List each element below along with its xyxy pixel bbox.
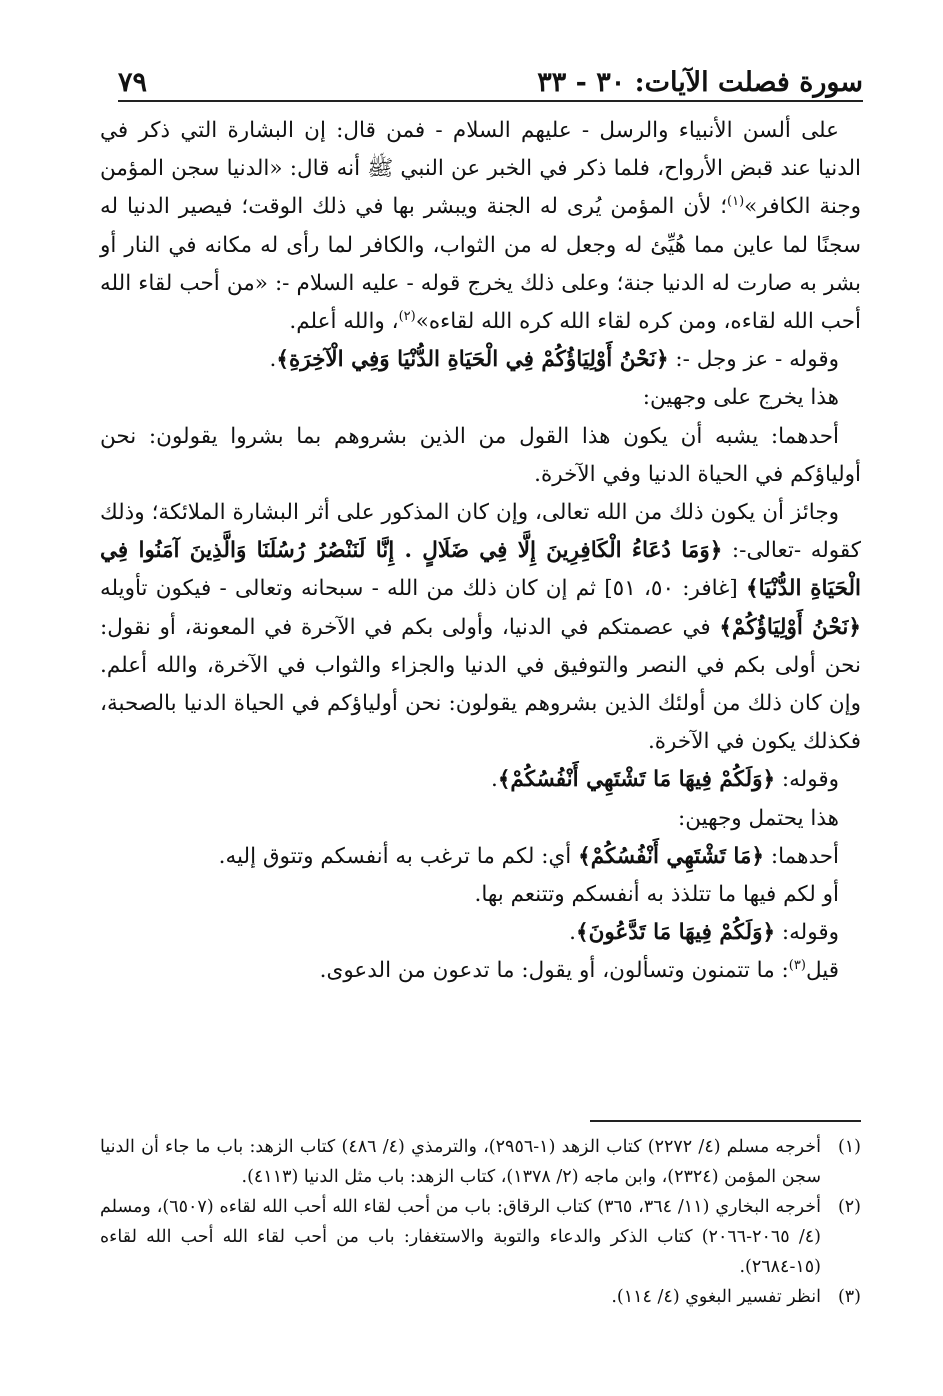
footnote-item <box>100 1282 861 1312</box>
paragraph-1: على ألسن الأنبياء والرسل - عليهم السلام - فمن قال: إن البشارة التي ذكر في الدنيا عند قبض الأرواح، فلما ذكر في الخبر عن النبي ﷺ أنه قال: «الدنيا سجن المؤمن وجنة الكافر»$^{(١)}$؛ لأن المؤمن يُرى له الجنة ويبشر بها في ذلك الوقت؛ فيصير الدنيا له سجنًا لما عاين مما هُيِّئ له وجعل له من الثواب، والكافر لما رأى له مكانه في النار أو بشر به صارت له الدنيا جنة؛ وعلى ذلك يخرج قوله - عليه السلام -: «من أحب لقاء الله أحب الله لقاءه، ومن كره لقاء الله كره الله لقاءه»$^{(٢)}$، والله أعلم. <box>100 118 862 335</box>
paragraph-2: وقوله - عز وجل -: ﴿نَحْنُ أَوْلِيَاؤُكُمْ فِي الْحَيَاةِ الدُّنْيَا وَفِي الْآخِرَةِ﴾. <box>269 347 839 373</box>
footnote-ref-3: (٣) <box>788 958 806 974</box>
footnote-number: (٢) <box>837 1197 861 1217</box>
footnote-text: أخرجه البخاري (١١/ ٣٦٤، ٣٦٥) كتاب الرقاق: باب من أحب لقاء الله أحب الله لقاءه (٦٥٠٧)، ومسلم (٤/ ٢٠٦٥-٢٠٦٦) كتاب الذكر والدعاء والتوبة والاستغفار: باب من أحب لقاء الله أحب الله لقاءه (١٥-٢٦٨٤). <box>100 1197 821 1277</box>
quran-verse: ﴿نَحْنُ أَوْلِيَاؤُكُمْ فِي الْحَيَاةِ الدُّنْيَا وَفِي الْآخِرَةِ﴾ <box>276 347 669 373</box>
footnote-number: (٣) <box>837 1287 861 1307</box>
paragraph-10: وقوله: ﴿وَلَكُمْ فِيهَا مَا تَدَّعُونَ﴾. <box>569 920 839 946</box>
header-title: سورة فصلت الآيات: ٣٠ - ٣٣ <box>537 67 863 98</box>
paragraph-3: هذا يخرج على وجهين: <box>642 385 839 411</box>
quran-verse: ﴿وَلَكُمْ فِيهَا مَا تَدَّعُونَ﴾ <box>576 920 776 946</box>
quran-verse: ﴿نَحْنُ أَوْلِيَاؤُكُمْ﴾ <box>719 614 861 640</box>
main-text <box>100 112 861 991</box>
running-header <box>118 50 863 98</box>
paragraph-11: قيل$^{(٣)}$: ما تتمنون وتسألون، أو يقول: ما تدعون من الدعوى. <box>319 958 839 984</box>
footnote-ref-1: (١) <box>727 194 745 210</box>
paragraph-5: وجائز أن يكون ذلك من الله تعالى، وإن كان المذكور على أثر البشارة الملائكة؛ وذلك كقوله -تعالى-: ﴿وَمَا دُعَاءُ الْكَافِرِينَ إِلَّا فِي ضَلَالٍ . إِنَّا لَنَنْصُرُ رُسُلَنَا وَالَّذِينَ آمَنُوا فِي الْحَيَاةِ الدُّنْيَا﴾ [غافر: ٥٠، ٥١] ثم إن كان ذلك من الله - سبحانه وتعالى - فيكون تأويله ﴿نَحْنُ أَوْلِيَاؤُكُمْ﴾ في عصمتكم في الدنيا، وأولى بكم في الآخرة في المعونة، أو نقول: نحن أولى بكم في النصر والتوفيق في الدنيا والجزاء والثواب في الآخرة، والله أعلم. وإن كان ذلك من أولئك الذين بشروهم يقولون: نحن أولياؤكم في الحياة الدنيا بالصحبة، فكذلك يكون في الآخرة. <box>100 500 861 755</box>
page-number: ٧٩ <box>118 67 148 98</box>
paragraph-9: أو لكم فيها ما تتلذذ به أنفسكم وتتنعم بها. <box>474 882 839 908</box>
footnote-item <box>100 1192 861 1282</box>
footnote-ref-2: (٢) <box>398 308 416 324</box>
footnote-text: أخرجه مسلم (٤/ ٢٢٧٢) كتاب الزهد (١-٢٩٥٦)، والترمذي (٤/ ٤٨٦) كتاب الزهد: باب ما جاء أن الدنيا سجن المؤمن (٢٣٢٤)، وابن ماجه (٢/ ١٣٧٨)، كتاب الزهد: باب مثل الدنيا (٤١١٣). <box>100 1137 821 1187</box>
header-rule <box>118 100 863 102</box>
footnote-item <box>100 1132 861 1192</box>
paragraph-4: أحدهما: يشبه أن يكون هذا القول من الذين بشروهم بما بشروا يقولون: نحن أولياؤكم في الحياة الدنيا وفي الآخرة. <box>100 423 861 487</box>
paragraph-6: وقوله: ﴿وَلَكُمْ فِيهَا مَا تَشْتَهِي أَنْفُسُكُمْ﴾. <box>490 767 839 793</box>
quran-verse: ﴿مَا تَشْتَهِي أَنْفُسُكُمْ﴾ <box>578 843 765 869</box>
footnote-text: انظر تفسير البغوي (٤/ ١١٤). <box>611 1287 821 1307</box>
footnote-number: (١) <box>837 1137 861 1157</box>
paragraph-7: هذا يحتمل وجهين: <box>677 805 839 831</box>
quran-verse: ﴿وَلَكُمْ فِيهَا مَا تَشْتَهِي أَنْفُسُكُمْ﴾ <box>497 767 776 793</box>
paragraph-8: أحدهما: ﴿مَا تَشْتَهِي أَنْفُسُكُمْ﴾ أي: لكم ما ترغب به أنفسكم وتتوق إليه. <box>218 843 839 869</box>
footnotes <box>100 1132 861 1312</box>
footnote-rule <box>590 1120 861 1122</box>
quran-verse: ﴿وَمَا دُعَاءُ الْكَافِرِينَ إِلَّا فِي ضَلَالٍ . إِنَّا لَنَنْصُرُ رُسُلَنَا وَالَّذِينَ آمَنُوا فِي الْحَيَاةِ الدُّنْيَا﴾ <box>100 538 861 602</box>
